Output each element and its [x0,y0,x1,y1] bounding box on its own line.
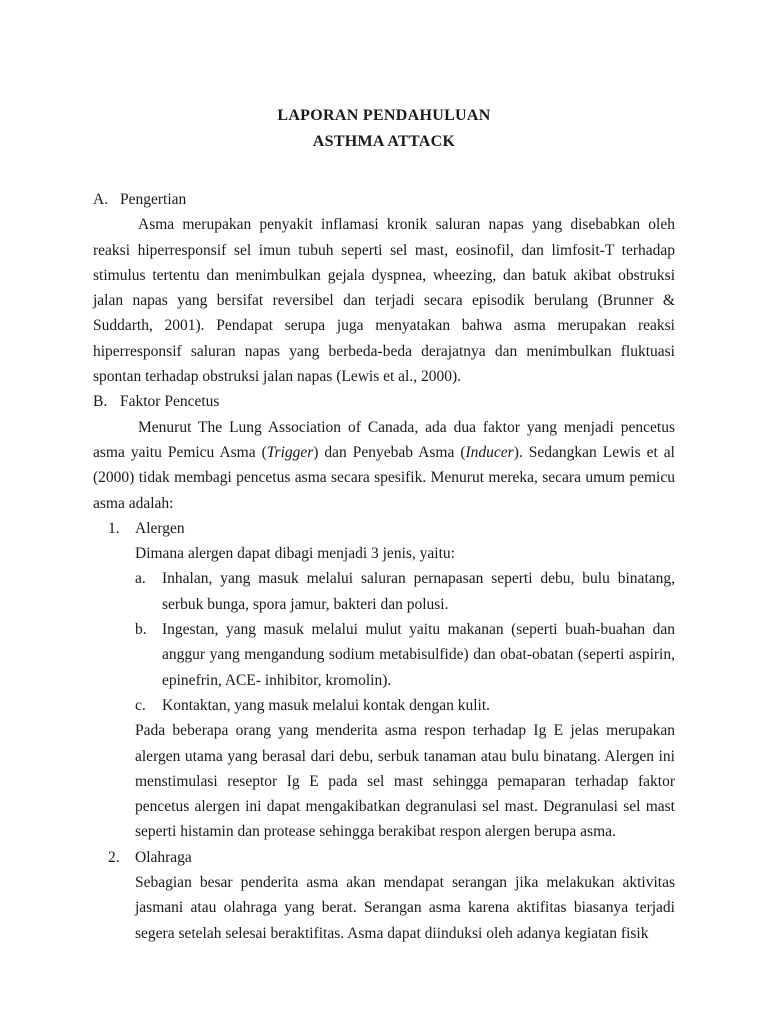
subitem-a-row [135,566,675,617]
subitem-c-row [135,693,675,718]
section-b-paragraph-pre: Menurut The Lung Association of Canada, ada dua faktor yang menjadi pencetus asma yaitu Pemicu Asma ( [93,418,675,461]
section-b-paragraph [93,415,675,516]
inducer-italic-term: Inducer [465,443,514,461]
section-b-heading-row [93,389,675,414]
section-b-paragraph-mid: ) dan Penyebab Asma ( [313,443,466,461]
section-b-label: B. [93,393,108,411]
olahraga-paragraph: Sebagian besar penderita asma akan mendapat serangan jika melakukan aktivitas jasmani atau olahraga yang berat. Serangan asma karena aktifitas biasanya terjadi segera setelah selesai beraktifitas. Asma dapat diinduksi oleh adanya kegiatan fisik [135,874,675,942]
alergen-intro: Dimana alergen dapat dibagi menjadi 3 jenis, yaitu: [135,545,455,563]
section-b-paragraph-post: ). Sedangkan Lewis et al (2000) tidak membagi pencetus asma secara spesifik. Menurut mereka, secara umum pemicu asma adalah: [93,443,675,512]
subitem-b-text: Ingestan, yang masuk melalui mulut yaitu makanan (seperti buah-buahan dan anggur yang mengandung sodium metabisulfide) dan obat-obatan (seperti aspirin, epinefrin, ACE- inhibitor, kromolin). [162,621,675,689]
list-item-alergen-heading: Alergen [135,519,185,537]
subitem-c-letter: c. [135,696,146,714]
list-item-alergen-heading-row [108,516,675,541]
trigger-italic-term: Trigger [266,443,314,461]
subitem-b-letter: b. [135,621,147,639]
list-item-olahraga-heading: Olahraga [135,848,192,866]
document-title [93,103,675,155]
section-a-heading-row [93,187,675,212]
subitem-a-text: Inhalan, yang masuk melalui saluran pernapasan seperti debu, bulu binatang, serbuk bunga, spora jamur, bakteri dan polusi. [162,570,675,613]
alergen-content [135,541,675,845]
title-line-2: ASTHMA ATTACK [312,133,456,150]
subitem-a-letter: a. [135,570,146,588]
section-b-heading: Faktor Pencetus [120,393,220,411]
title-line-1: LAPORAN PENDAHULUAN [277,107,491,124]
list-item-olahraga-heading-row [108,845,675,870]
olahraga-content [135,870,675,946]
list-item-alergen-number: 1. [108,519,120,537]
list-item-olahraga-number: 2. [108,848,120,866]
subitem-c-text: Kontaktan, yang masuk melalui kontak dengan kulit. [162,696,491,714]
alergen-paragraph: Pada beberapa orang yang menderita asma respon terhadap Ig E jelas merupakan alergen utama yang berasal dari debu, serbuk tanaman atau bulu binatang. Alergen ini menstimulasi reseptor Ig E pada sel mast sehingga pemaparan terhadap faktor pencetus alergen ini dapat mengakibatkan degranulasi sel mast. Degranulasi sel mast seperti histamin dan protease sehingga berakibat respon alergen berupa asma. [135,722,675,841]
section-a-heading: Pengertian [120,191,187,208]
subitem-b-row [135,617,675,693]
section-a-label: A. [93,191,109,208]
section-a-paragraph: Asma merupakan penyakit inflamasi kronik saluran napas yang disebabkan oleh reaksi hiperresponsif sel imun tubuh seperti sel mast, eosinofil, dan limfosit-T terhadap stimulus tertentu dan menimbulkan gejala dyspnea, wheezing, dan batuk akibat obstruksi jalan napas yang bersifat reversibel dan terjadi secara episodik berulang (Brunner & Suddarth, 2001). Pendapat serupa juga menyatakan bahwa asma merupakan reaksi hiperresponsif saluran napas yang berbeda-beda derajatnya dan menimbulkan fluktuasi spontan terhadap obstruksi jalan napas (Lewis et al., 2000). [93,216,675,386]
